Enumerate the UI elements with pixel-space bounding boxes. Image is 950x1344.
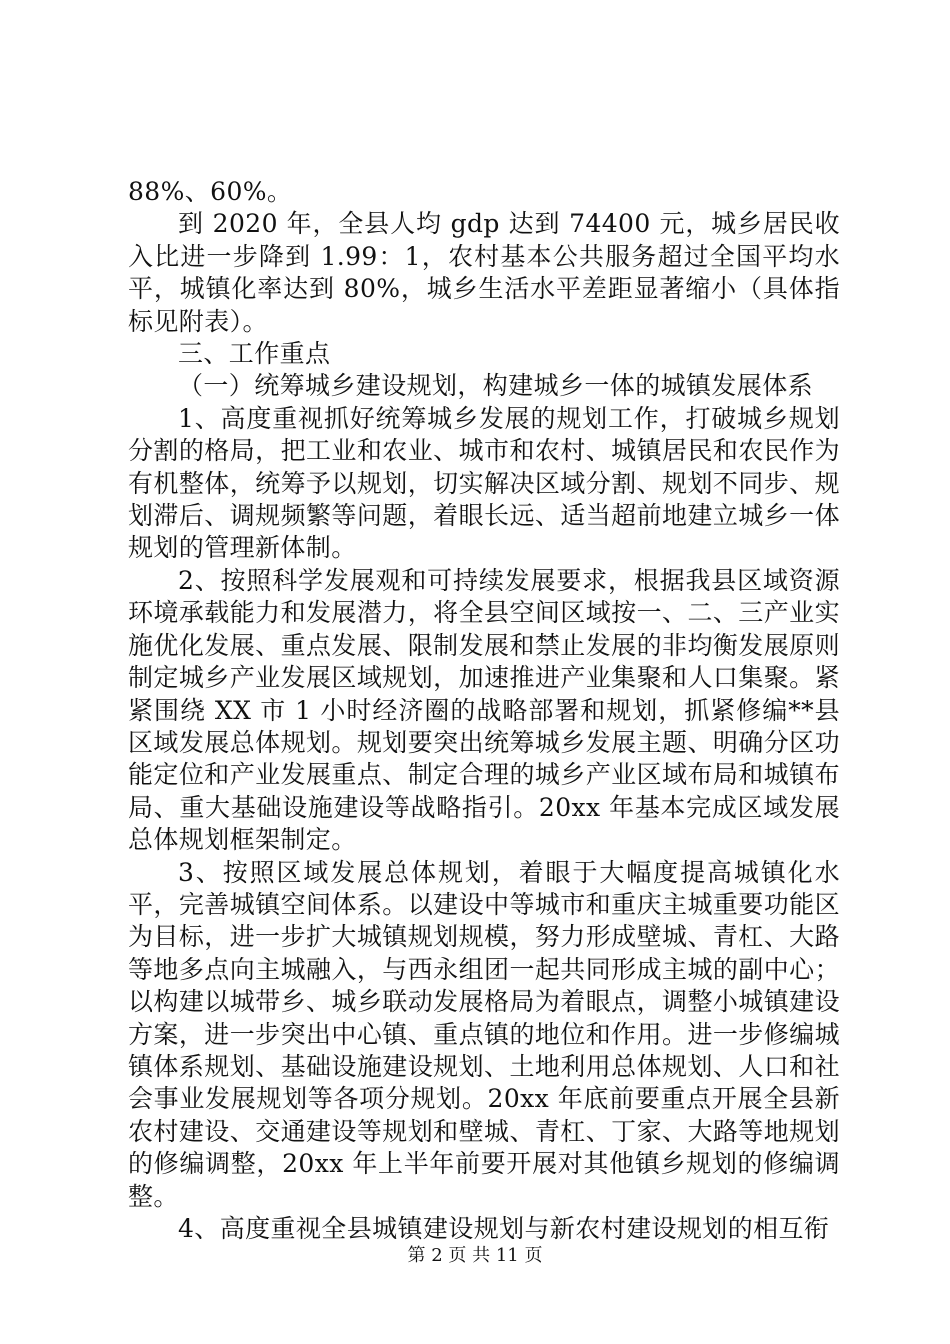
subsection-heading-planning: （一）统筹城乡建设规划，构建城乡一体的城镇发展体系 bbox=[178, 371, 814, 401]
paragraph-item-3: 3、按照区域发展总体规划，着眼于大幅度提高城镇化水平，完善城镇空间体系。以建设中等城市和重庆主城重要功能区为目标，进一步扩大城镇规划规模，努力形成壁城、青杠、大路等地多点向主城融入，与西永组团一起共同形成主城的副中心；以构建以城带乡、城乡联动发展格局为着眼点，调整小城镇建设方案，进一步突出中心镇、重点镇的地位和作用。进一步修编城镇体系规划、基础设施建设规划、土地利用总体规划、人口和社会事业发展规划等各项分规划。20xx 年底前要重点开展全县新农村建设、交通建设等规划和壁城、青杠、丁家、大路等地规划的修编调整，20xx 年上半年前要开展对其他镇乡规划的修编调整。 bbox=[128, 857, 840, 1211]
page-number-footer: 第 2 页 共 11 页 bbox=[407, 1245, 543, 1266]
paragraph-item-4: 4、高度重视全县城镇建设规划与新农村建设规划的相互衔 bbox=[178, 1214, 830, 1243]
document-body bbox=[128, 176, 840, 1245]
paragraph-item-1: 1、高度重视抓好统筹城乡发展的规划工作，打破城乡规划分割的格局，把工业和农业、城市和农村、城镇居民和农民作为有机整体，统筹予以规划，切实解决区域分割、规划不同步、规划滞后、调规频繁等问题，着眼长远、适当超前地建立城乡一体规划的管理新体制。 bbox=[128, 403, 840, 563]
paragraph-continuation: 88%、60%。 bbox=[128, 177, 293, 206]
paragraph-item-2: 2、按照科学发展观和可持续发展要求，根据我县区域资源环境承载能力和发展潜力，将全县空间区域按一、二、三产业实施优化发展、重点发展、限制发展和禁止发展的非均衡发展原则制定城乡产业发展区域规划，加速推进产业集聚和人口集聚。紧紧围绕 XX 市 1 小时经济圈的战略部署和规划，抓紧修编**县区域发展总体规划。规划要突出统筹城乡发展主题、明确分区功能定位和产业发展重点、制定合理的城乡产业区域布局和城镇布局、重大基础设施建设等战略指引。20xx 年基本完成区域发展总体规划框架制定。 bbox=[128, 565, 840, 855]
paragraph-targets-2020: 到 2020 年，全县人均 gdp 达到 74400 元，城乡居民收入比进一步降到 1.99：1，农村基本公共服务超过全国平均水平，城镇化率达到 80%，城乡生活水平差距显著缩小（具体指标见附表）。 bbox=[128, 209, 840, 336]
section-heading-work-priorities: 三、工作重点 bbox=[178, 339, 331, 369]
